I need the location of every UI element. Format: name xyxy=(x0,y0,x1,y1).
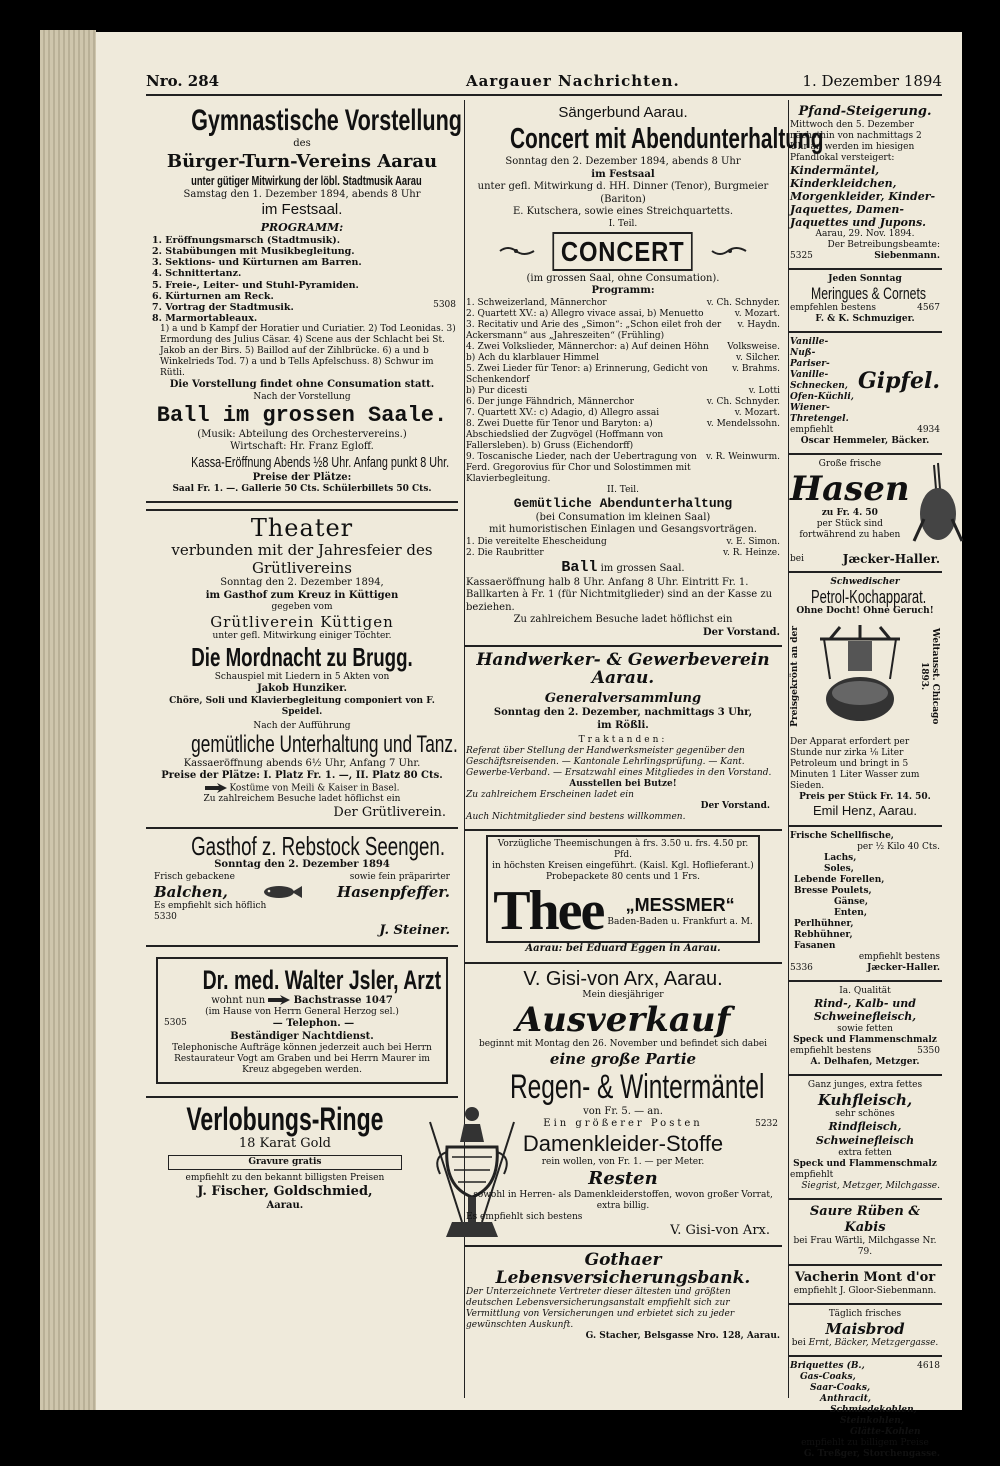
handwerker-traktanden: Traktanden: xyxy=(578,735,668,745)
concert-program-item-text: 3. Recitativ und Arie des „Simon“: „Schon eilet froh der Ackersmann“ aus „Jahreszeiten“ (Frühling) xyxy=(466,319,722,341)
maisbrod-by: bei xyxy=(791,1337,806,1348)
concert-program-item-text: 2. Quartett XV.: a) Allegro vivace assai, b) Menuetto xyxy=(466,308,704,319)
hasen-name: Jæcker-Haller. xyxy=(842,551,940,566)
ad-handwerker xyxy=(464,647,782,831)
column-left xyxy=(146,100,465,1398)
concert-program-item-text: 5. Zwei Lieder für Tenor: a) Erinnerung, Gedicht von Schenkendorf xyxy=(466,363,708,385)
handwerker-invite: Zu zahlreichem Erscheinen ladet ein xyxy=(466,790,634,800)
ad-gotha xyxy=(464,1247,782,1348)
gisi-lot: eine große Partie xyxy=(549,1049,697,1068)
meat2-pre: Ganz junges, extra fettes xyxy=(807,1080,923,1090)
ad-rebstock xyxy=(146,829,458,947)
pfand-items: Kindermäntel, Kinderkleidchen, Morgenkleider, Kinder-Jaquettes, Damen-Jaquettes und Jupons. xyxy=(790,164,936,229)
gym-prices-title: Preise der Plätze: xyxy=(252,471,352,483)
thee-note3: Probepackete 80 cents und 1 Frs. xyxy=(545,872,700,882)
concert-program-item-composer: v. Ch. Schnyder. xyxy=(706,297,780,308)
concert-program-item-text: 4. Zwei Volkslieder, Männerchor: a) Auf deinen Höhn xyxy=(466,341,709,352)
ad-vacherin xyxy=(788,1266,942,1305)
meringues-name: F. & K. Schmuziger. xyxy=(815,314,915,324)
column-right xyxy=(788,100,942,1459)
concert-venue: im Festsaal xyxy=(591,168,655,180)
gisi-rec: Es empfiehlt sich bestens xyxy=(466,1211,583,1222)
ornament-left-icon xyxy=(500,245,534,257)
theater-author: Jakob Hunziker. xyxy=(257,683,347,695)
gipfel-name: Oscar Hemmeler, Bäcker. xyxy=(800,436,930,446)
gym-host: Wirtschaft: Hr. Franz Egloff. xyxy=(230,441,374,453)
rebstock-right1: sowie fein präparirter xyxy=(349,871,450,882)
doctor-house: (im Hause von Herrn General Herzog sel.) xyxy=(205,1007,399,1018)
concert-program-item-composer: v. Mozart. xyxy=(734,308,780,319)
gym-after: Nach der Vorstellung xyxy=(253,391,351,402)
maisbrod-title: Maisbrod xyxy=(825,1319,905,1338)
sauer-title: Saure Rüben & Kabis xyxy=(809,1203,921,1235)
coal-name: G. Treßger, Storchengasse. xyxy=(803,1448,940,1459)
handwerker-items: Referat über Stellung der Handwerksmeister gegenüber den Geschäftsreisenden. — Kantonale Lehrlingsprüfung. — Kant. Gewerbe-Verband. — Ersatzwahl eines Mitgliedes in den Vorstand. xyxy=(466,746,772,778)
concert-program-title: Programm: xyxy=(591,285,655,296)
book-page-edges xyxy=(40,30,96,1410)
rebstock-left1: Frisch gebackene xyxy=(154,871,235,882)
handwerker-title: Handwerker- & Gewerbeverein Aarau. xyxy=(476,650,770,688)
concert-program-item xyxy=(466,364,780,386)
theater-costumes: Kostüme von Meili & Kaiser in Basel. xyxy=(229,783,400,794)
concert-program-item xyxy=(466,397,780,408)
gym-program-item: 2. Stabübungen mit Musikbegleitung. xyxy=(152,245,355,257)
ad-gipfel xyxy=(788,333,942,455)
ad-doctor xyxy=(146,947,458,1097)
concert-play-item-text: 1. Die vereitelte Ehescheidung xyxy=(466,536,607,547)
rings-rec: empfiehlt zu den bekannt billigsten Preisen xyxy=(185,1173,385,1184)
gym-no-consumation: Die Vorstellung findet ohne Consumation statt. xyxy=(169,379,435,391)
concert-program-item-composer: v. R. Weinwurm. xyxy=(706,451,780,462)
doctor-number: 5305 xyxy=(164,1018,187,1029)
gisi-sale: Ausverkauf xyxy=(515,999,731,1040)
rings-title: Verlobungs-Ringe xyxy=(186,1101,384,1138)
petrol-text: Der Apparat erfordert per Stunde nur zirka ⅛ Liter Petroleum und bringt in 5 Minuten 1 Liter Wasser zum Sieden. xyxy=(790,736,920,791)
concert-play-item-composer: v. R. Heinze. xyxy=(722,547,780,558)
concert-program-item-composer: v. Mendelssohn. xyxy=(706,418,780,429)
concert-org: Sängerbund Aarau. xyxy=(558,104,688,121)
meat2-name: Siegrist, Metzger, Milchgasse. xyxy=(801,1180,940,1191)
thee-note1: Vorzügliche Theemischungen à frs. 3.50 u. frs. 4.50 pr. Pfd. xyxy=(497,839,749,860)
ad-coal xyxy=(788,1357,942,1466)
thee-word: Thee xyxy=(493,880,604,942)
gym-program-item: 1. Eröffnungsmarsch (Stadtmusik). xyxy=(152,234,341,246)
rings-gravure: Gravure gratis xyxy=(168,1155,402,1170)
coal-item: Anthracit, xyxy=(820,1393,871,1404)
gym-program-item: 8. Marmortableaux. xyxy=(152,313,258,325)
gym-tableaux: 1) a und b Kampf der Horatier und Curiatier. 2) Tod Leonidas. 3) Ermordung des Julius Cäsar. 4) Scene aus der Schlacht bei St. Jakob an der Birs. 5) Baillod auf der Zihlbrücke. 6) a und b Winkelrieds Tod. 7) a und b Tells Apfelschuss. 8) Schwur im Rütli. xyxy=(160,324,456,379)
handwerker-gv: Generalversammlung xyxy=(544,691,702,706)
concert-plays-list xyxy=(466,537,780,559)
fish-number: 5336 xyxy=(790,962,813,973)
concert-program-item-composer: v. Haydn. xyxy=(737,319,780,330)
theater-given: gegeben vom xyxy=(271,602,333,613)
meat2-bacon: Speck und Flammenschmalz xyxy=(793,1158,937,1169)
gipfel-item: Pariser- xyxy=(790,359,830,369)
ad-pfand xyxy=(788,100,942,270)
gipfel-item: Vanille-Schnecken, xyxy=(790,370,848,391)
fish-item: Rebhühner, xyxy=(794,929,853,940)
gym-prices: Saal Fr. 1. —. Gallerie 50 Cts. Schülerbillets 50 Cts. xyxy=(172,484,432,495)
theater-prices: Preise der Plätze: I. Platz Fr. 1. —, II. Platz 80 Cts. xyxy=(161,770,443,782)
concert-assist2: E. Kutschera, sowie eines Streichquartetts. xyxy=(512,206,734,217)
gym-program-title: PROGRAMM: xyxy=(260,221,344,234)
coal-item: Schmiedekohlen, xyxy=(830,1404,917,1415)
theater-sub: verbunden mit der Jahresfeier des Grütlivereins xyxy=(171,541,433,578)
coal-item: Steinkohlen, xyxy=(840,1415,904,1426)
petrol-pre: Schwedischer xyxy=(830,576,900,587)
ad-meringues xyxy=(788,270,942,333)
coal-item: Briquettes (B., xyxy=(790,1360,865,1371)
fish-item: Lachs, xyxy=(824,852,857,863)
rebstock-date: Sonntag den 2. Dezember 1894 xyxy=(214,859,390,871)
theater-desc: Schauspiel mit Liedern in 5 Akten von xyxy=(214,672,390,683)
thee-brand: „MESSMER“ xyxy=(625,895,735,916)
petrol-price: Preis per Stück Fr. 14. 50. xyxy=(799,791,931,802)
gotha-text: Der Unterzeichnete Vertreter dieser ältesten und größten deutschen Lebensversicherungsanstalt empfiehlt sich zur Vermittlung von Versicherungen und erbietet sich zu jeder gewünschten Auskunft. xyxy=(466,1286,735,1330)
meat1-name: A. Delhafen, Metzger. xyxy=(810,1057,920,1067)
ad-rings xyxy=(146,1096,458,1263)
ad-fish xyxy=(788,827,942,982)
coal-rec: empfiehlt zu billigem Preise xyxy=(801,1437,929,1448)
page-header xyxy=(146,72,942,96)
theater-music: Chöre, Soli und Klavierbegleitung componiert von F. Speidel. xyxy=(169,695,435,717)
fish-item: Soles, xyxy=(824,863,854,874)
meringues-number: 4567 xyxy=(917,303,940,313)
concert-humor: mit humoristischen Einlagen und Gesangsvorträgen. xyxy=(489,524,757,535)
pfand-name: Siebenmann. xyxy=(874,251,940,261)
doctor-telephone: — Telephon. — xyxy=(272,1018,355,1030)
petrol-stove-icon xyxy=(810,619,910,734)
hasen-pre: Große frische xyxy=(818,459,882,469)
concert-program-item xyxy=(466,452,780,485)
ad-gisi xyxy=(464,964,782,1247)
rings-city: Aarau. xyxy=(266,1200,304,1212)
ad-meat2 xyxy=(788,1076,942,1200)
fish-title: Frische Schellfische, xyxy=(790,830,894,841)
maisbrod-name: Ernt, Bäcker, Metzgergasse. xyxy=(808,1337,939,1348)
concert-program-item xyxy=(466,309,780,320)
fish-item: Lebende Forellen, xyxy=(794,874,885,885)
gisi-rest: Resten xyxy=(588,1167,658,1189)
gym-title: Gymnastische Vorstellung xyxy=(191,104,462,137)
doctor-night: Beständiger Nachtdienst. xyxy=(230,1030,374,1042)
doctor-title: Dr. med. Walter Jsler, Arzt xyxy=(202,964,442,995)
gisi-number: 5232 xyxy=(755,1118,778,1129)
gym-program-item: 4. Schnittertanz. xyxy=(152,268,242,280)
coal-item: Gas-Coaks, xyxy=(800,1371,856,1382)
concert-play-item xyxy=(466,548,780,559)
pointing-hand-icon xyxy=(205,783,227,793)
theater-dance: gemütliche Unterhaltung und Tanz. xyxy=(191,730,458,758)
concert-program-item xyxy=(466,342,780,353)
gym-ball: Ball im grossen Saale. xyxy=(156,402,448,428)
concert-assist: unter gefl. Mitwirkung d. HH. Dinner (Tenor), Burgmeier (Bariton) xyxy=(477,181,769,205)
theater-by: Grütliverein Küttigen xyxy=(210,613,394,632)
concert-part1: I. Teil. xyxy=(608,218,638,229)
petrol-title: Petrol-Kochapparat. xyxy=(811,586,927,607)
concert-invite: Zu zahlreichem Besuche ladet höflichst ein xyxy=(513,614,733,625)
gym-program-item: 7. Vortrag der Stadtmusik. xyxy=(152,301,294,313)
handwerker-date: Sonntag den 2. Dezember, nachmittags 3 Uhr, xyxy=(493,707,753,718)
sauer-by: bei Frau Wärtli, Milchgasse Nr. 79. xyxy=(793,1235,937,1257)
gisi-pure: rein wollen, von Fr. 1. — per Meter. xyxy=(541,1156,705,1167)
gym-with: unter gütiger Mitwirkung der löbl. Stadtmusik Aarau xyxy=(191,172,422,188)
hasen-price: zu Fr. 4. 50 xyxy=(821,508,878,518)
gym-ad-number: 5308 xyxy=(433,300,456,310)
concert-program-item xyxy=(466,386,780,397)
concert-play-item-composer: v. E. Simon. xyxy=(726,536,780,547)
theater-kassa: Kassaeröffnung abends 6½ Uhr, Anfang 7 Uhr. xyxy=(183,757,421,769)
gipfel-title: Gipfel. xyxy=(857,368,940,394)
fish-name: Jæcker-Haller. xyxy=(867,962,940,973)
theater-invite: Zu zahlreichem Besuche ladet höflichst ein xyxy=(203,794,401,805)
ad-meat1 xyxy=(788,982,942,1077)
concert-title: Concert mit Abendunterhaltung xyxy=(509,123,824,155)
meringues-every: Jeden Sonntag xyxy=(828,274,902,284)
gisi-also: Ein größerer Posten xyxy=(543,1118,703,1129)
rebstock-left2: Balchen, xyxy=(154,882,228,901)
meat1-also: sowie fetten xyxy=(837,1024,893,1034)
ad-hasen xyxy=(788,455,942,573)
fish-item: Bresse Poulets, xyxy=(794,885,872,896)
concert-program-item xyxy=(466,320,780,342)
vacherin-by: empfiehlt J. Gloor-Siebenmann. xyxy=(793,1285,937,1296)
concert-program-item-text: 7. Quartett XV.: c) Adagio, d) Allegro assai xyxy=(466,407,660,418)
gotha-title: Gothaer Lebensversicherungsbank. xyxy=(495,1249,751,1288)
meat1-number: 5350 xyxy=(917,1046,940,1056)
gym-program-list xyxy=(148,235,456,325)
concert-program-item-composer: v. Brahms. xyxy=(732,363,780,374)
concert-program-item-text: b) Pur dicesti xyxy=(466,385,528,396)
theater-title: Theater xyxy=(250,514,354,543)
issue-date: 1. Dezember 1894 xyxy=(802,72,942,90)
ad-maisbrod xyxy=(788,1305,942,1357)
concert-program-item xyxy=(466,298,780,309)
coal-item: Saar-Coaks, xyxy=(810,1382,871,1393)
meat1-title: Rind-, Kalb- und Schweinefleisch, xyxy=(813,996,917,1024)
vacherin-title: Vacherin Mont d'or xyxy=(794,1269,936,1285)
gisi-begins: beginnt mit Montag den 26. November und befindet sich dabei xyxy=(478,1038,768,1049)
gisi-fabric: Damenkleider-Stoffe xyxy=(522,1130,724,1156)
concert-sign: Der Vorstand. xyxy=(702,626,780,638)
pfand-number: 5325 xyxy=(790,251,813,261)
gym-venue: im Festsaal. xyxy=(261,201,343,218)
ad-gymnastics xyxy=(146,100,462,503)
fish-icon xyxy=(262,885,302,899)
thee-note2: in höchsten Kreisen eingeführt. (Kaisl. Kgl. Hoflieferant.) xyxy=(492,861,754,871)
fish-item: Perlhühner, xyxy=(794,918,854,929)
gisi-my: Mein diesjähriger xyxy=(582,989,664,1000)
ad-theater xyxy=(146,509,458,829)
theater-date: Sonntag den 2. Dezember 1894, xyxy=(220,577,384,589)
gisi-sign: V. Gisi-von Arx. xyxy=(670,1222,770,1238)
concert-program-item xyxy=(466,408,780,419)
thee-seller: Aarau: bei Eduard Eggen in Aarau. xyxy=(525,943,721,954)
meat2-fine: sehr schönes xyxy=(835,1109,895,1119)
concert-hall: (im grossen Saal, ohne Consumation). xyxy=(526,272,720,284)
gisi-coats: Regen- & Wintermäntel xyxy=(509,1067,765,1106)
concert-evening: Gemütliche Abendunterhaltung xyxy=(513,495,733,511)
theater-after: Nach der Aufführung xyxy=(253,720,351,731)
theater-assist: unter gefl. Mitwirkung einiger Töchter. xyxy=(212,631,392,642)
concert-program-item-text: 8. Zwei Duette für Tenor und Baryton: a) Abschiedslied der Zugvögel (Hoffmann von Fallersleben). b) Gruss (Eichendorff) xyxy=(466,418,664,451)
rebstock-right2: Hasenpfeffer. xyxy=(337,882,450,901)
fish-item: Fasanen xyxy=(794,940,836,951)
gym-program-item: 5. Freie-, Leiter- und Stuhl-Pyramiden. xyxy=(152,279,359,291)
gotha-sign: G. Stacher, Belsgasse Nro. 128, Aarau. xyxy=(585,1330,780,1341)
pfand-title: Pfand-Steigerung. xyxy=(798,104,932,119)
maisbrod-pre: Täglich frisches xyxy=(828,1308,902,1319)
petrol-name: Emil Henz, Aarau. xyxy=(812,802,918,818)
rings-gold: 18 Karat Gold xyxy=(238,1136,331,1152)
concert-program-item-composer: v. Silcher. xyxy=(736,352,780,363)
pfand-text: Mittwoch den 5. Dezember nächsthin von nachmittags 2 Uhr an werden im hiesigen Pfandlokal versteigert: xyxy=(790,120,922,163)
hasen-title: Hasen xyxy=(790,469,910,509)
doctor-note: Telephonische Aufträge können jederzeit auch bei Herrn Restaurateur Vogt am Graben und bei Herrn Maurer im Kreuz abgegeben werden. xyxy=(172,1043,432,1076)
rebstock-rec: Es empfiehlt sich höflich xyxy=(154,900,267,911)
meat1-pre: Ia. Qualität xyxy=(839,985,891,996)
meat1-bacon: Speck und Flammenschmalz xyxy=(793,1035,937,1045)
handwerker-after: Ausstellen bei Butze! xyxy=(569,779,677,789)
gym-club: Bürger-Turn-Vereins Aarau xyxy=(166,150,438,172)
meat2-items: Rindfleisch, Schweinefleisch xyxy=(815,1120,915,1147)
rings-name: J. Fischer, Goldschmied, xyxy=(197,1184,373,1200)
concert-play-item-text: 2. Die Raubritter xyxy=(466,547,544,558)
handwerker-sign: Der Vorstand. xyxy=(700,801,770,811)
fish-rec: empfiehlt bestens xyxy=(858,951,940,962)
theater-venue: im Gasthof zum Kreuz in Küttigen xyxy=(205,589,399,601)
meringues-rec: empfehlen bestens xyxy=(790,303,877,313)
theater-sign: Der Grütliverein. xyxy=(333,805,446,821)
gisi-from: von Fr. 5. — an. xyxy=(583,1105,663,1117)
gipfel-item: Wiener-Thretengel. xyxy=(790,403,849,424)
hare-icon xyxy=(910,459,966,554)
concert-program-item-text: 6. Der junge Fähndrich, Männerchor xyxy=(466,396,634,407)
newspaper-name: Aargauer Nachrichten. xyxy=(466,72,680,90)
concert-kassa: Kassaeröffnung halb 8 Uhr. Anfang 8 Uhr. Eintritt Fr. 1. Ballkarten à Fr. 1 (für Nichtmitglieder) sind an der Kasse zu beziehen. xyxy=(466,576,773,613)
gym-program-item: 6. Kürturnen am Reck. xyxy=(152,290,274,302)
fish-per: per ½ Kilo 40 Cts. xyxy=(857,841,940,852)
handwerker-place: im Rößli. xyxy=(597,719,649,731)
concert-program-item-composer: v. Mozart. xyxy=(734,407,780,418)
gipfel-number: 4934 xyxy=(917,425,940,435)
rebstock-sign: J. Steiner. xyxy=(379,922,450,938)
doctor-lives: wohnt nun xyxy=(211,994,266,1006)
handwerker-guests: Auch Nichtmitglieder sind bestens willkommen. xyxy=(466,812,686,822)
concert-program-item-text: 1. Schweizerland, Männerchor xyxy=(466,297,607,308)
doctor-address: Bachstrasse 1047 xyxy=(293,994,393,1006)
meringues-title: Meringues & Cornets xyxy=(811,284,926,303)
gisi-title: V. Gisi-von Arx, Aarau. xyxy=(523,967,723,990)
concert-ball-hall: im grossen Saal. xyxy=(600,562,685,574)
ad-petrol xyxy=(788,573,942,827)
concert-small-hall: (bei Consumation im kleinen Saal) xyxy=(535,511,711,523)
concert-program-item xyxy=(466,419,780,452)
pfand-date: Aarau, 29. Nov. 1894. xyxy=(815,229,915,239)
gym-kassa: Kassa-Eröffnung Abends ½8 Uhr. Anfang punkt 8 Uhr. xyxy=(191,453,450,471)
coal-number: 4618 xyxy=(917,1360,940,1371)
concert-part2: II. Teil. xyxy=(606,484,640,495)
meat2-extra: extra fetten xyxy=(838,1147,892,1158)
meat2-rec: empfiehlt xyxy=(790,1169,834,1180)
coal-item: Glätte-Kohlen xyxy=(850,1426,921,1437)
fish-item: Enten, xyxy=(834,907,867,918)
thee-cities: Baden-Baden u. Frankfurt a. M. xyxy=(607,916,753,927)
gipfel-item: Vanille- xyxy=(790,337,829,347)
meat2-title: Kuhfleisch, xyxy=(817,1091,913,1109)
hasen-at: bei xyxy=(790,553,804,564)
pfand-office: Der Betreibungsbeamte: xyxy=(827,240,940,250)
gipfel-rec: empfiehlt xyxy=(790,425,834,435)
gym-program-item: 3. Sektions- und Kürturnen am Barren. xyxy=(152,257,362,269)
pointing-hand-icon xyxy=(268,995,290,1005)
petrol-right: Weltausst. Chicago 1893. xyxy=(919,628,940,725)
gym-date: Samstag den 1. Dezember 1894, abends 8 Uhr xyxy=(183,188,421,200)
theater-play: Die Mordnacht zu Brugg. xyxy=(191,642,413,673)
concert-program-item-text: 9. Toscanische Lieder, nach der Uebertragung von Ferd. Gregorovius für Chor und Solostimmen mit Klavierbegleitung. xyxy=(466,451,697,484)
gisi-rest-desc: sowohl in Herren- als Damenkleiderstoffen, wovon großer Vorrat, extra billig. xyxy=(473,1189,773,1211)
hasen-note: per Stück sind fortwährend zu haben xyxy=(799,519,901,540)
meat1-rec: empfiehlt bestens xyxy=(790,1046,872,1056)
concert-program-item-composer: v. Ch. Schnyder. xyxy=(706,396,780,407)
petrol-sub: Ohne Docht! Ohne Geruch! xyxy=(796,605,934,616)
issue-number: Nro. 284 xyxy=(146,72,220,90)
concert-program-list xyxy=(466,298,780,485)
gym-music: (Musik: Abteilung des Orchestervereins.) xyxy=(197,428,407,440)
gym-des: des xyxy=(293,138,311,149)
gipfel-item: Nuß- xyxy=(790,348,816,358)
concert-banner: CONCERT xyxy=(553,232,694,271)
ad-sauer xyxy=(788,1200,942,1266)
rebstock-number: 5330 xyxy=(154,911,177,922)
fish-item: Gänse, xyxy=(834,896,868,907)
concert-play-item xyxy=(466,537,780,548)
ad-thee xyxy=(464,831,782,964)
concert-date: Sonntag den 2. Dezember 1894, abends 8 Uhr xyxy=(505,156,741,167)
concert-program-item-composer: v. Lotti xyxy=(748,385,780,396)
concert-ball: Ball xyxy=(561,558,598,576)
petrol-left: Preisgekrönt an der xyxy=(790,626,800,727)
rebstock-title: Gasthof z. Rebstock Seengen. xyxy=(191,831,446,862)
gipfel-item: Ofen-Küchli, xyxy=(790,392,854,402)
concert-program-item-text: b) Ach du klarblauer Himmel xyxy=(466,352,600,363)
concert-program-item-composer: Volksweise. xyxy=(727,341,780,352)
newspaper-page xyxy=(96,32,962,1459)
ornament-right-icon xyxy=(712,245,746,257)
concert-program-item xyxy=(466,353,780,364)
